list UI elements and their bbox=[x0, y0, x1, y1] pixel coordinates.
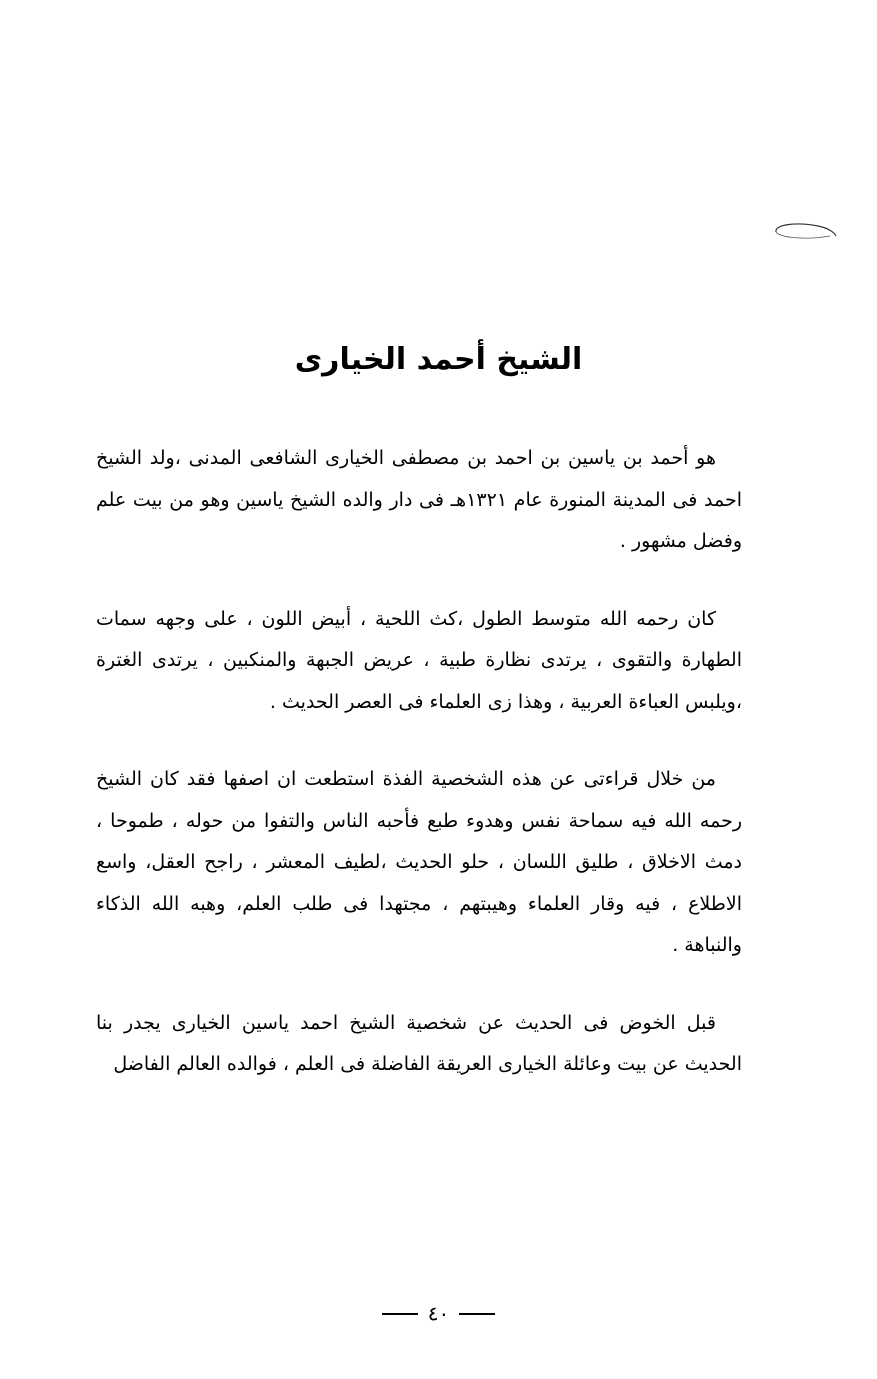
paragraph-4: قبل الخوض فى الحديث عن شخصية الشيخ احمد ياسين الخيارى يجدر بنا الحديث عن بيت وعائلة الخيارى العريقة الفاضلة فى العلم ، فوالده العالم الفاضل bbox=[96, 1011, 742, 1075]
page-footer bbox=[0, 1296, 877, 1330]
footer-dash-left bbox=[382, 1313, 418, 1315]
page-number: ٤٠ bbox=[427, 1301, 450, 1326]
body-text bbox=[96, 438, 742, 1086]
paragraph-2: كان رحمه الله متوسط الطول ،كث اللحية ، أبيض اللون ، على وجهه سمات الطهارة والتقوى ، يرتدى نظارة طبية ، عريض الجبهة والمنكبين ، يرتدى الغترة ،ويلبس العباءة العربية ، وهذا زى العلماء فى العصر الحديث . bbox=[96, 607, 742, 713]
pencil-mark bbox=[768, 216, 840, 246]
footer-dash-right bbox=[459, 1313, 495, 1315]
paragraph-1: هو أحمد بن ياسين بن احمد بن مصطفى الخيارى الشافعى المدنى ،ولد الشيخ احمد فى المدينة المنورة عام ١٣٢١هـ فى دار والده الشيخ ياسين وهو من بيت علم وفضل مشهور . bbox=[96, 447, 743, 552]
page-title: الشيخ أحمد الخيارى bbox=[294, 342, 583, 377]
paragraph-3: من خلال قراءتى عن هذه الشخصية الفذة استطعت ان اصفها فقد كان الشيخ رحمه الله فيه سماحة نفس وهدوء طبع فأحبه الناس والتفوا من حوله ، طموحا ، دمث الاخلاق ، طليق اللسان ، حلو الحديث ،لطيف المعشر ، راجح العقل، واسع الاطلاع ، فيه وقار العلماء وهيبتهم ، مجتهدا فى طلب العلم، وهبه الله الذكاء والنباهة . bbox=[96, 768, 742, 956]
